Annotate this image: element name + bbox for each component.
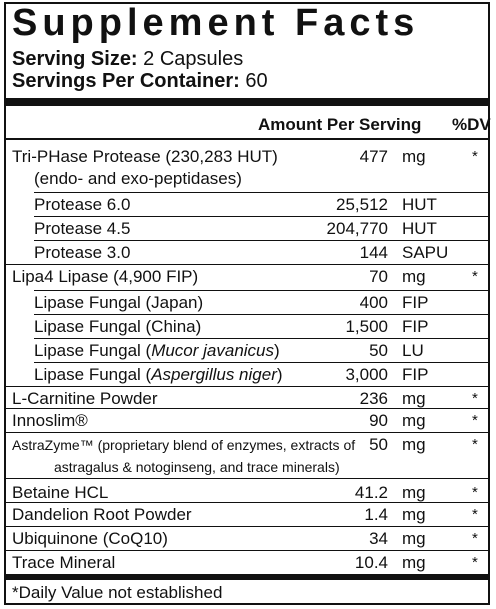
row-divider — [34, 192, 488, 193]
row-divider — [34, 240, 488, 241]
thick-divider — [6, 98, 488, 106]
row-name: Dandelion Root Powder — [12, 505, 192, 524]
row-unit: FIP — [402, 365, 429, 384]
row-unit: LU — [402, 341, 424, 360]
row-name: (endo- and exo-peptidases) — [34, 169, 242, 188]
row-amount: 50 — [369, 435, 388, 454]
dv-header: %DV — [452, 115, 491, 134]
bottom-divider — [6, 574, 488, 580]
row-divider — [6, 432, 488, 433]
row-amount: 236 — [359, 389, 388, 408]
row-dv: * — [472, 436, 478, 453]
serving-size: Serving Size: 2 Capsules — [12, 48, 244, 70]
row-divider — [6, 478, 488, 479]
row-name: Innoslim® — [12, 411, 88, 430]
row-unit: FIP — [402, 293, 429, 312]
row-divider — [6, 550, 488, 551]
row-dv: * — [472, 268, 478, 285]
row-dv: * — [472, 554, 478, 571]
row-name-italic: Mucor javanicus — [151, 341, 275, 360]
row-unit: mg — [402, 529, 426, 548]
row-name: Protease 3.0 — [34, 243, 131, 262]
row-divider — [6, 526, 488, 527]
row-name-italic: Aspergillus niger — [151, 365, 277, 384]
row-name: Trace Mineral — [12, 553, 116, 572]
row-divider — [34, 314, 488, 315]
row-name: AstraZyme™ (proprietary blend of enzymes, extracts of — [12, 437, 356, 453]
row-unit: mg — [402, 411, 426, 430]
row-divider — [6, 502, 488, 503]
row-dv: * — [472, 530, 478, 547]
row-name: Protease 6.0 — [34, 195, 131, 214]
row-name: astragalus & notoginseng, and trace minerals) — [54, 459, 340, 475]
header-divider — [6, 138, 488, 140]
row-unit: mg — [402, 553, 426, 572]
row-amount: 34 — [369, 529, 388, 548]
row-divider — [34, 362, 488, 363]
row-amount: 1.4 — [364, 505, 388, 524]
row-dv: * — [472, 412, 478, 429]
row-unit: HUT — [402, 219, 437, 238]
row-unit: HUT — [402, 195, 437, 214]
row-divider — [6, 264, 488, 265]
row-unit: mg — [402, 389, 426, 408]
row-name: Lipase Fungal (Mucor javanicus) — [34, 341, 280, 360]
row-name: Ubiquinone (CoQ10) — [12, 529, 168, 548]
row-unit: FIP — [402, 317, 429, 336]
row-amount: 204,770 — [326, 219, 388, 238]
row-amount: 144 — [359, 243, 388, 262]
row-name: Lipa4 Lipase (4,900 FIP) — [12, 267, 199, 286]
row-unit: mg — [402, 267, 426, 286]
row-divider — [34, 290, 488, 291]
row-dv: * — [472, 390, 478, 407]
row-name: Lipase Fungal (Japan) — [34, 293, 204, 312]
row-divider — [6, 408, 488, 409]
supplement-facts-panel — [4, 2, 490, 605]
row-name: Lipase Fungal (Aspergillus niger) — [34, 365, 283, 384]
row-divider — [6, 386, 488, 387]
row-name: Tri-PHase Protease (230,283 HUT) — [12, 147, 278, 166]
row-unit: mg — [402, 435, 426, 454]
row-amount: 25,512 — [336, 195, 388, 214]
row-amount: 3,000 — [345, 365, 388, 384]
row-unit: mg — [402, 147, 426, 166]
row-amount: 10.4 — [354, 553, 388, 572]
row-unit: mg — [402, 483, 426, 502]
row-unit: mg — [402, 505, 426, 524]
row-amount: 400 — [359, 293, 388, 312]
row-divider — [34, 338, 488, 339]
row-unit: SAPU — [402, 243, 449, 262]
row-name: Protease 4.5 — [34, 219, 131, 238]
row-dv: * — [472, 506, 478, 523]
row-name: L-Carnitine Powder — [12, 389, 158, 408]
row-amount: 70 — [369, 267, 388, 286]
row-name: Lipase Fungal (China) — [34, 317, 202, 336]
row-amount: 477 — [359, 147, 388, 166]
row-amount: 90 — [369, 411, 388, 430]
row-divider — [34, 216, 488, 217]
row-amount: 1,500 — [345, 317, 388, 336]
row-name: Betaine HCL — [12, 483, 109, 502]
servings-per-container: Servings Per Container: 60 — [12, 70, 268, 92]
row-amount: 50 — [369, 341, 388, 360]
row-dv: * — [472, 148, 478, 165]
row-amount: 41.2 — [354, 483, 388, 502]
amount-header: Amount Per Serving — [258, 115, 422, 134]
footnote: *Daily Value not established — [12, 583, 223, 602]
panel-title: Supplement Facts — [12, 2, 420, 44]
row-dv: * — [472, 484, 478, 501]
